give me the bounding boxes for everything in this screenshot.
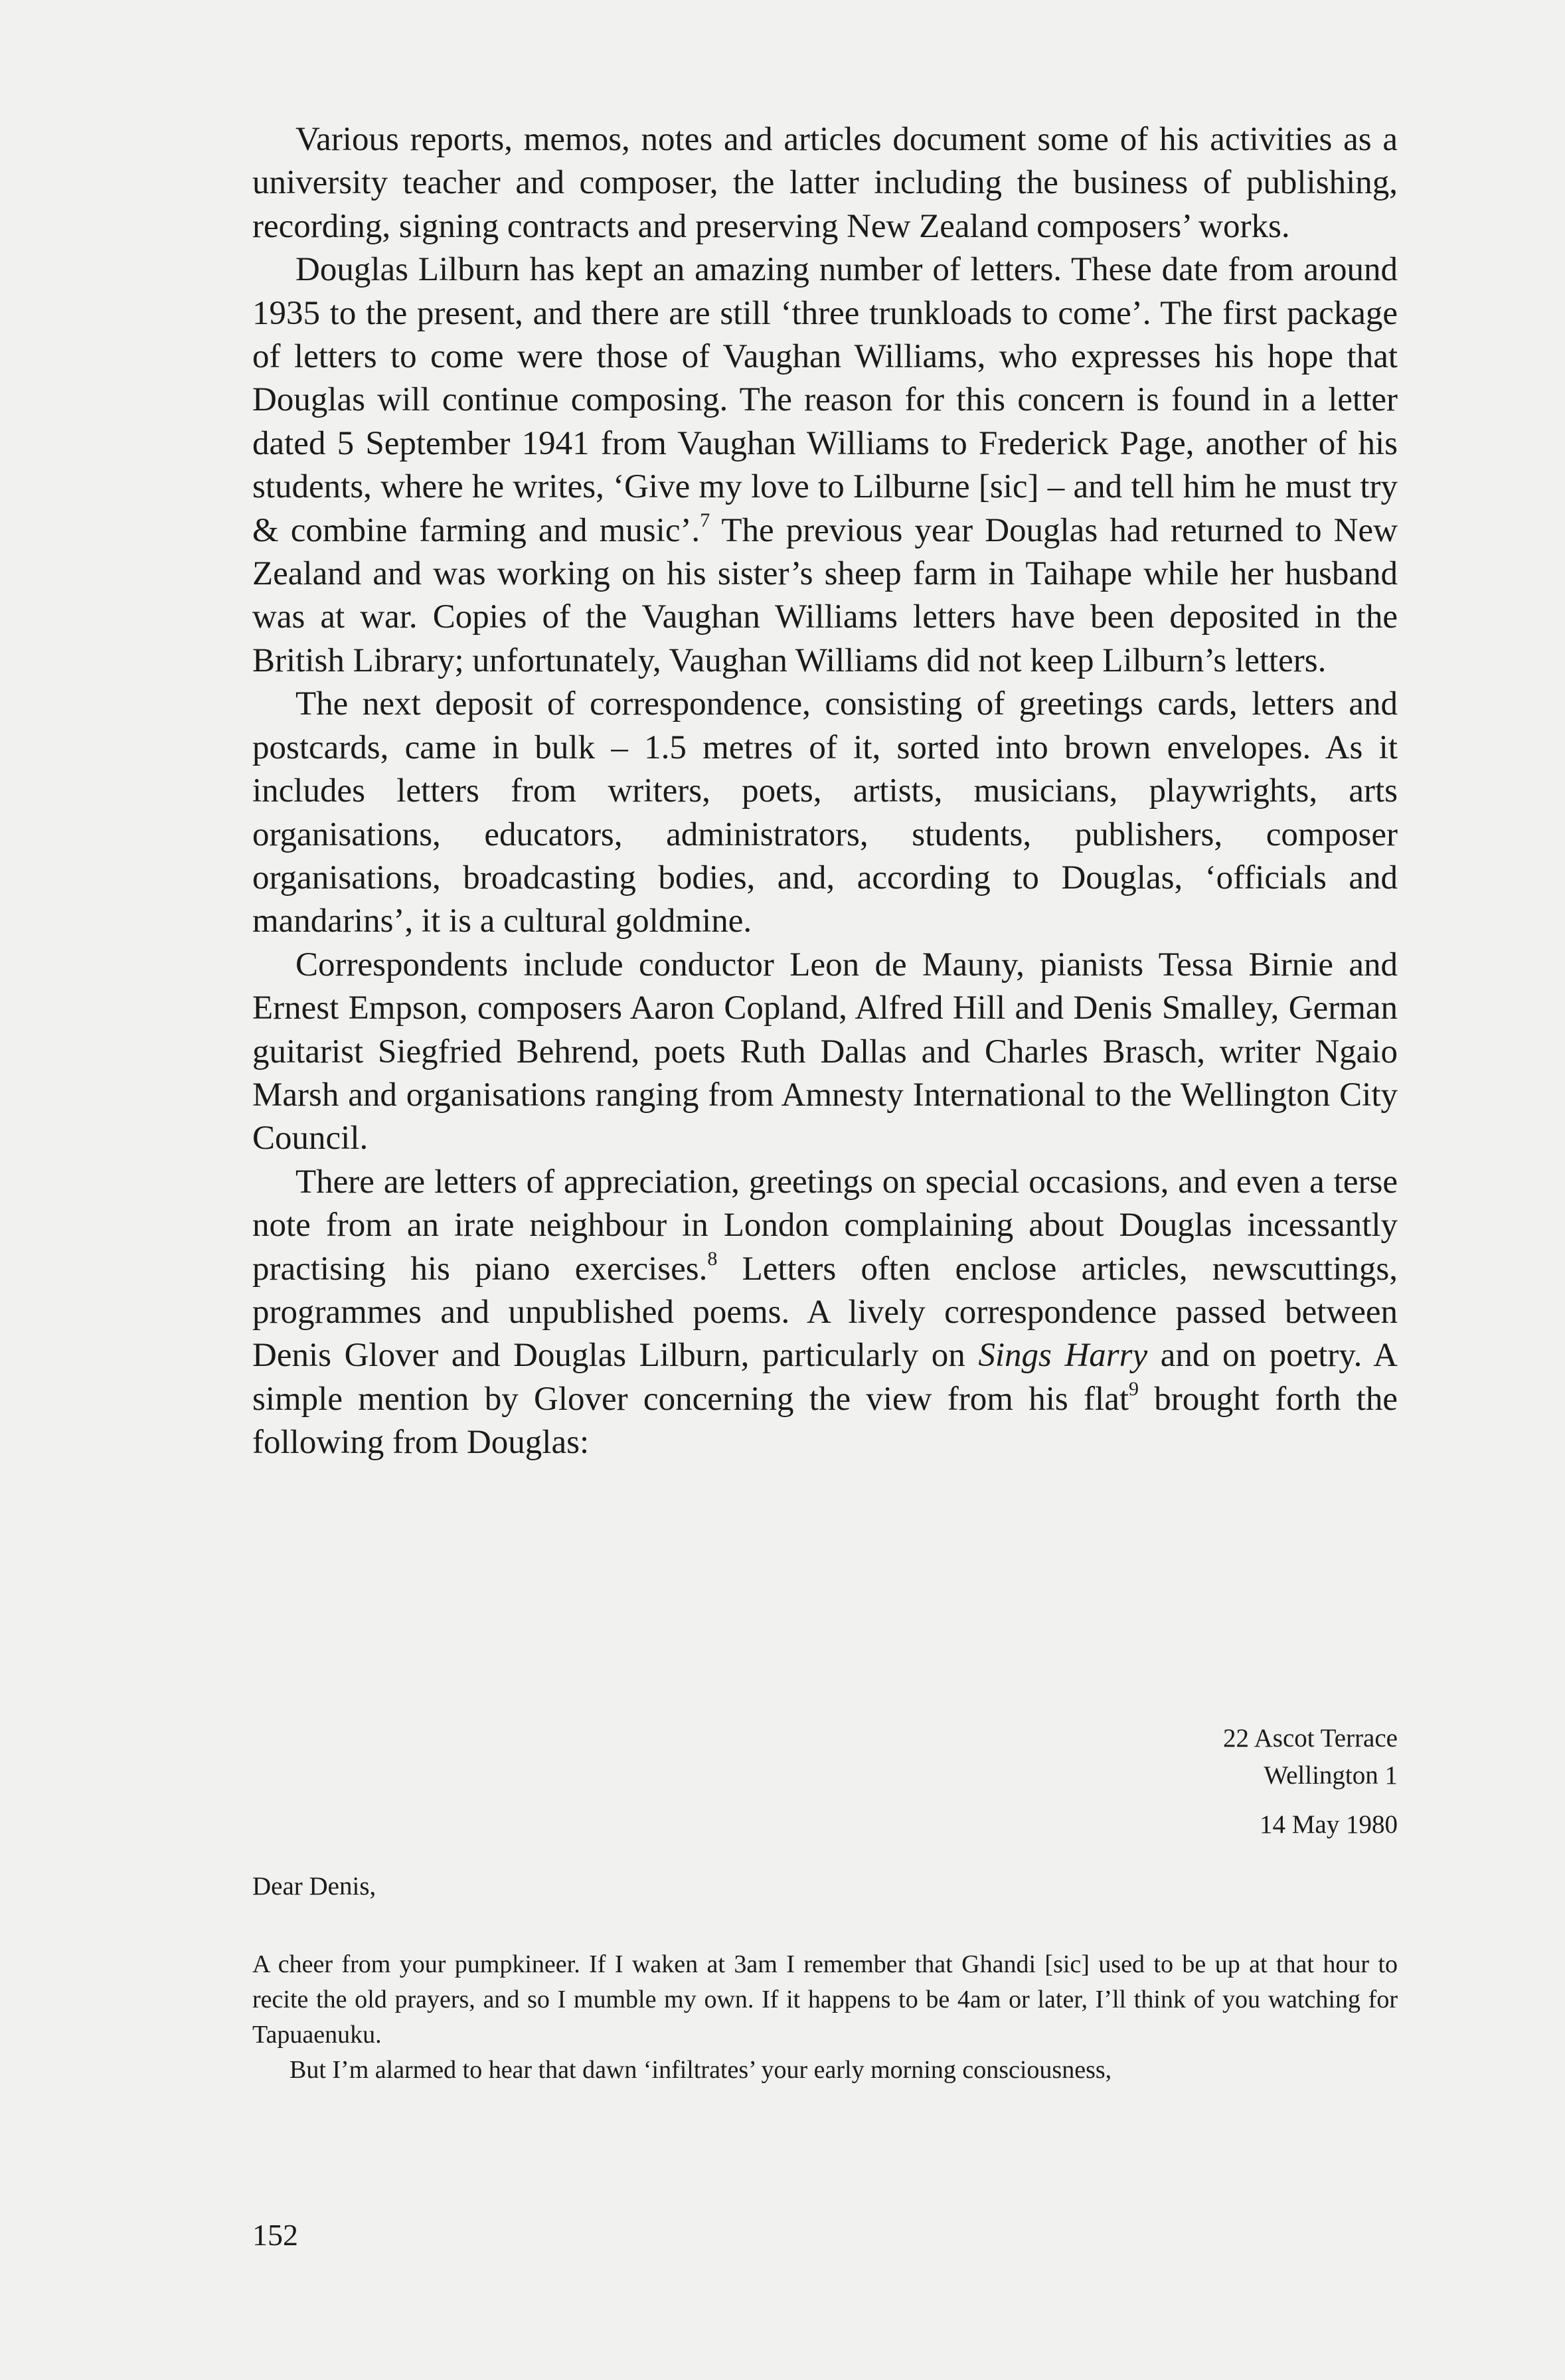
- paragraph-correspondence: [252, 683, 1398, 943]
- paragraph-text: Letters often enclose articles, newscuttings, programmes and unpublished poems. A lively correspondence passed between Denis Glover and Douglas Lilburn, particularly on: [252, 1250, 1398, 1375]
- work-title: Sings Harry: [978, 1337, 1148, 1375]
- paragraph-text: and on poetry. A simple mention by Glover concerning the view from his flat: [252, 1337, 1398, 1418]
- footnote-ref-7: 7: [700, 509, 710, 531]
- paragraph-text: Correspondents include conductor Leon de Mauny, pianists Tessa Birnie and Ernest Empson, composers Aaron Copland, Alfred Hill and Denis Smalley, German guitarist Siegfried Behrend, poets Ruth Dallas and Charles Brasch, writer Ngaio Marsh and organisations ranging from Amnesty International to the Wellington City Council.: [252, 946, 1398, 1157]
- body-text: [252, 118, 1398, 1465]
- paragraph-text: Douglas Lilburn has kept an amazing number of letters. These date from around 1935 to the present, and there are still ‘three trunkloads to come’. The first package of letters to come were those of Vaughan Williams, who expresses his hope that Douglas will continue composing. The reason for this concern is found in a letter dated 5 September 1941 from Vaughan Williams to Frederick Page, another of his students, where he writes, ‘Give my love to Lilburne [sic] – and tell him he must try & combine farming and music’.: [252, 251, 1398, 549]
- address-line: 22 Ascot Terrace: [1223, 1724, 1398, 1752]
- letter-address: [866, 1720, 1398, 1843]
- paragraph-text: brought forth the following from Douglas:: [252, 1380, 1398, 1462]
- page-number: 152: [252, 2218, 298, 2252]
- paragraph-correspondents: [252, 944, 1398, 1161]
- footnote-ref-9: 9: [1129, 1377, 1139, 1400]
- paragraph-reports: [252, 118, 1398, 248]
- letter-salutation: Dear Denis,: [252, 1872, 376, 1901]
- paragraph-appreciation: [252, 1161, 1398, 1465]
- paragraph-text: There are letters of appreciation, greetings on special occasions, and even a terse note from an irate neighbour in London complaining about Douglas incessantly practising his piano exercises.: [252, 1163, 1398, 1288]
- address-line: Wellington 1: [1264, 1761, 1398, 1790]
- letter-paragraph: But I’m alarmed to hear that dawn ‘infiltrates’ your early morning consciousness,: [289, 2056, 1112, 2084]
- paragraph-text: Various reports, memos, notes and articles document some of his activities as a university teacher and composer, the latter including the business of publishing, recording, signing contracts and preserving New Zealand composers’ works.: [252, 121, 1398, 245]
- letter-body: [252, 1947, 1398, 2088]
- paragraph-text: The previous year Douglas had returned to New Zealand and was working on his sister’s sheep farm in Taihape while her husband was at war. Copies of the Vaughan Williams letters have been deposited in the British Library; unfortunately, Vaughan Williams did not keep Lilburn’s letters.: [252, 511, 1398, 679]
- letter-paragraph: A cheer from your pumpkineer. If I waken at 3am I remember that Ghandi [sic] used to be up at that hour to recite the old prayers, and so I mumble my own. If it happens to be 4am or later, I’ll think of you watching for Tapuaenuku.: [252, 1950, 1398, 2049]
- paragraph-text: The next deposit of correspondence, consisting of greetings cards, letters and postcards, came in bulk – 1.5 metres of it, sorted into brown envelopes. As it includes letters from writers, poets, artists, musicians, playwrights, arts organisations, educators, administrators, students, publishers, composer organisations, broadcasting bodies, and, according to Douglas, ‘officials and mandarins’, it is a cultural goldmine.: [252, 685, 1398, 940]
- paragraph-letters: [252, 248, 1398, 683]
- letter-date: 14 May 1980: [1260, 1810, 1398, 1839]
- footnote-ref-8: 8: [707, 1247, 718, 1270]
